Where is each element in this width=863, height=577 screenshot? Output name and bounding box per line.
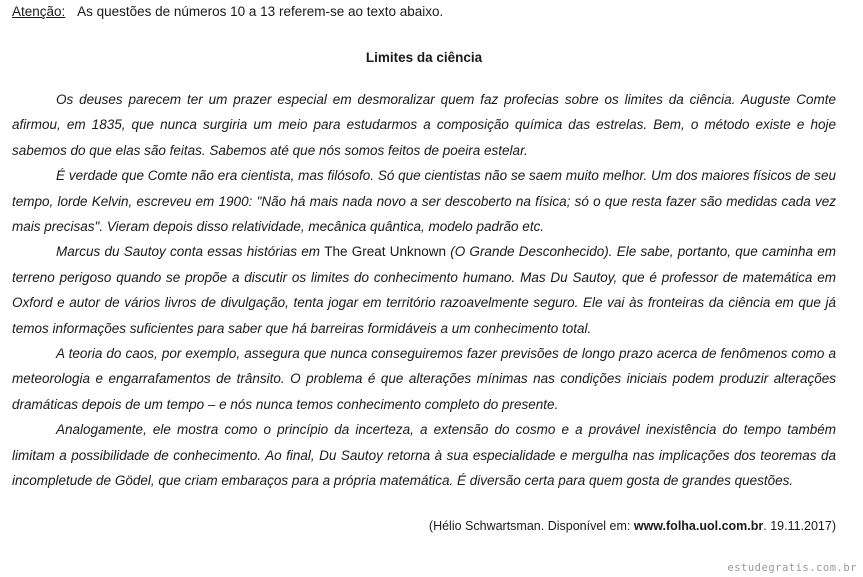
paragraph-3 [12, 239, 836, 341]
watermark: estudegratis.com.br [727, 562, 857, 574]
paragraph-2: É verdade que Comte não era cientista, mas filósofo. Só que cientistas não se saem muito melhor. Um dos maiores físicos de seu tempo, lorde Kelvin, escreveu em 1900: "Não há mais nada novo a ser descoberto na física; só o que resta fazer são medidas cada vez mais precisas". Vieram depois disso relatividade, mecânica quântica, modelo padrão etc. [12, 168, 836, 235]
source-suffix: . 19.11.2017) [763, 519, 836, 533]
source-site: www.folha.uol.com.br [633, 519, 764, 533]
paragraph-3-end: (O Grande Desconhecido). Ele sabe, portanto, que caminha em terreno perigoso quando se propõe a discutir os limites do conhecimento humano. Mas Du Sautoy, que é professor de matemática em Oxford e autor de vários livros de divulgação, tenta jogar em território razoavelmente seguro. Ele vai às fronteiras da ciência em que já temos informações suficientes para saber que há barreiras formidáveis a um conhecimento total. [12, 244, 836, 336]
article-body [12, 87, 836, 494]
paragraph-5: Analogamente, ele mostra como o princípio da incerteza, a extensão do cosmo e a provável inexistência do tempo também limitam a possibilidade de conhecimento. Ao final, Du Sautoy retorna à sua especialidade e mergulha nas implicações dos teoremas da incompletude de Gödel, que criam embaraços para a própria matemática. É diversão certa para quem gosta de grandes questões. [12, 422, 836, 489]
book-title: The Great Unknown [324, 244, 446, 260]
source-prefix: (Hélio Schwartsman. Disponível em: [428, 519, 634, 533]
source-citation [429, 517, 836, 535]
paragraph-4: A teoria do caos, por exemplo, assegura que nunca conseguiremos fazer previsões de longo prazo acerca de fenômenos como a meteorologia e engarrafamentos de trânsito. O problema é que alterações mínimas nas condições iniciais podem produzir alterações dramáticas depois de um tempo – e nós nunca temos conhecimento completo do presente. [12, 346, 836, 412]
notice-text: As questões de números 10 a 13 referem-se ao texto abaixo. [77, 4, 444, 19]
article-title: Limites da ciência [365, 50, 483, 65]
notice-line [12, 3, 443, 21]
paragraph-1: Os deuses parecem ter um prazer especial em desmoralizar quem faz profecias sobre os limites da ciência. Auguste Comte afirmou, em 1835, que nunca surgiria um meio para estudarmos a composição química das estrelas. Bem, o método existe e hoje sabemos do que elas são feitas. Sabemos até que nós somos feitos de poeira estelar. [12, 92, 836, 158]
paragraph-3-start: Marcus du Sautoy conta essas histórias em [56, 244, 325, 260]
notice-label: Atenção: [12, 4, 66, 19]
